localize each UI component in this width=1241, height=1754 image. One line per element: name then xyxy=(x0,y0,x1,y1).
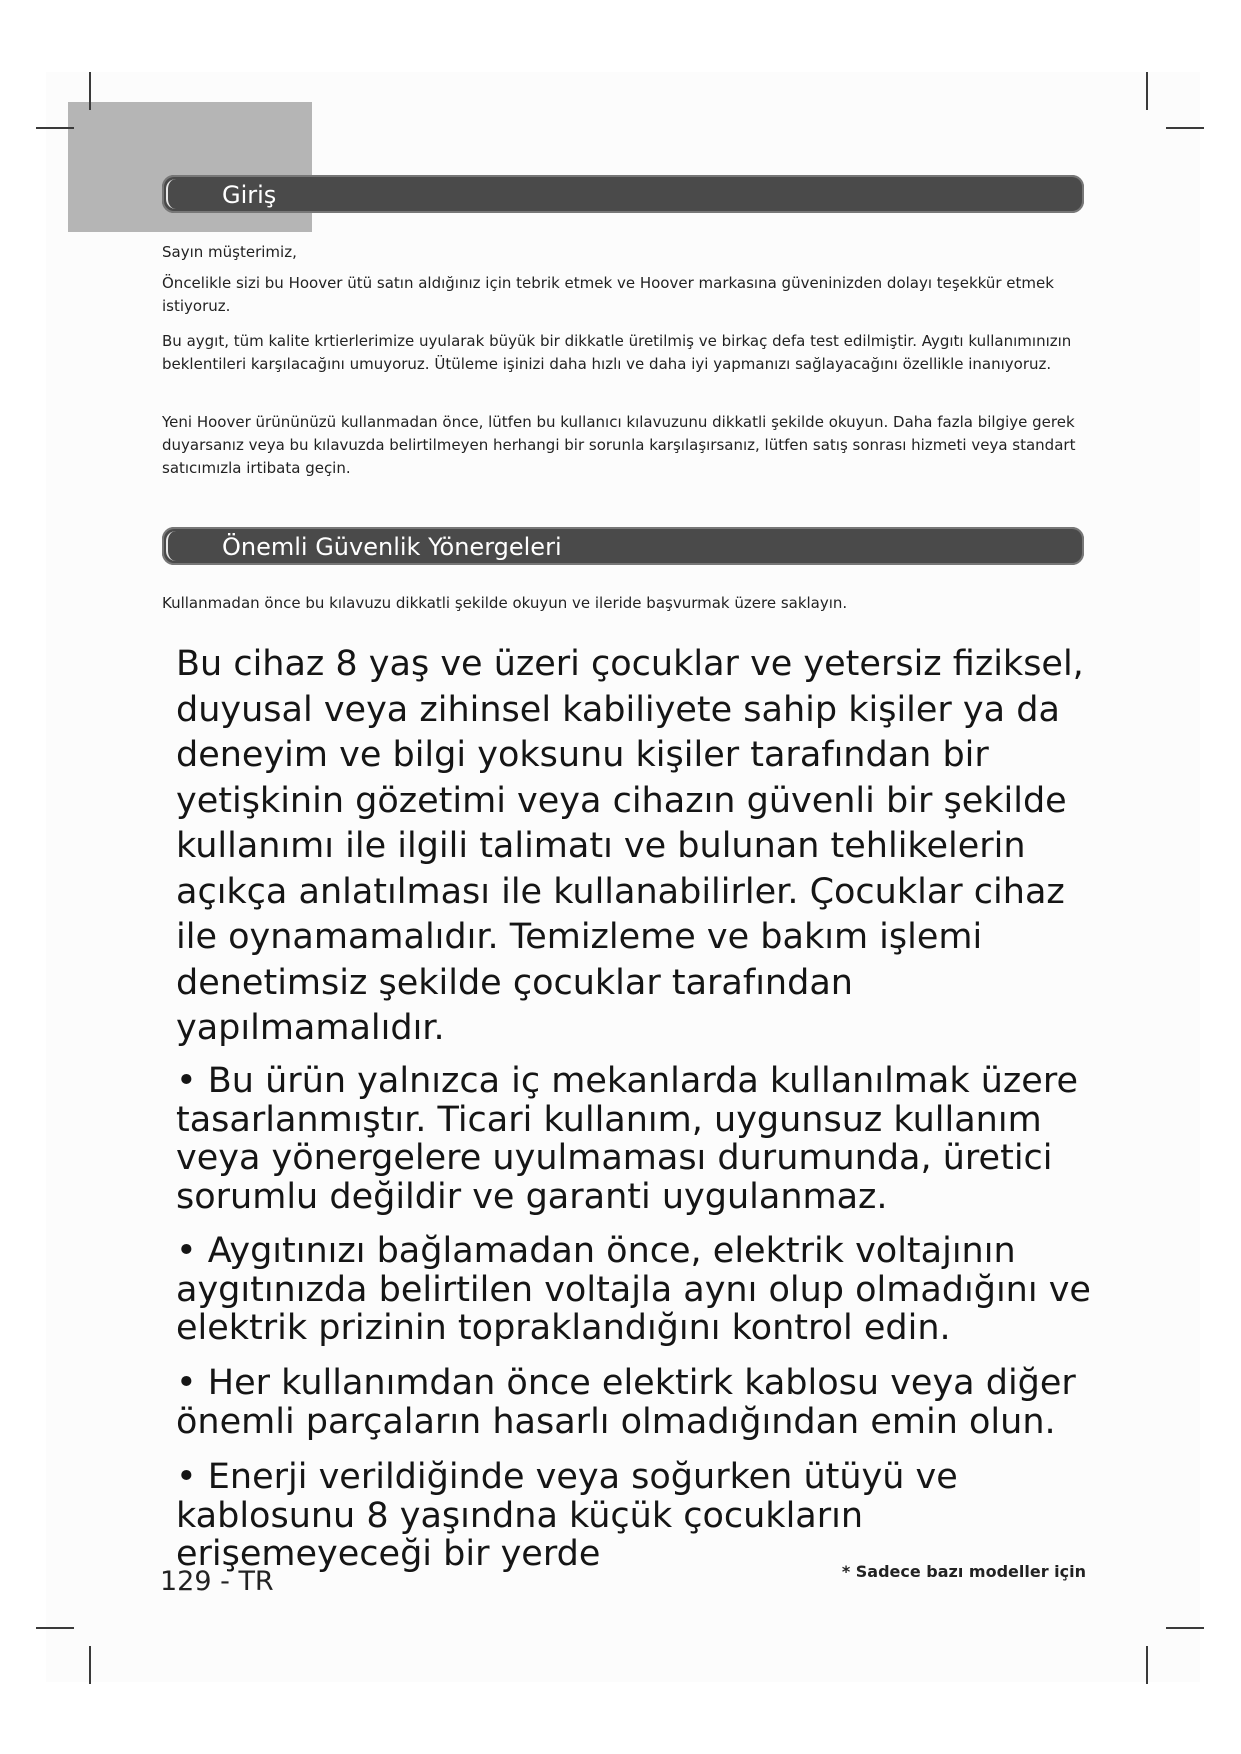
intro-paragraph-2 xyxy=(162,330,1077,376)
intro-section-title: Giriş xyxy=(222,181,277,209)
bullet-marker: • xyxy=(176,1457,197,1497)
intro-salutation xyxy=(162,241,1077,264)
header-cap-decoration xyxy=(166,179,198,209)
page-number: 129 - TR xyxy=(160,1566,274,1597)
safety-section-header xyxy=(162,527,1084,565)
crop-mark-bottom-right-v xyxy=(1146,1646,1148,1684)
crop-mark-bottom-right-h xyxy=(1166,1627,1204,1629)
bullet-item-child-reach xyxy=(176,1458,1096,1574)
bullet-item-cable-check xyxy=(176,1364,1096,1441)
footnote-models: * Sadece bazı modeller için xyxy=(841,1562,1086,1581)
crop-mark-top-left-h xyxy=(36,127,74,129)
salutation-text: Sayın müşterimiz, xyxy=(162,243,297,261)
safety-intro-text: Kullanmadan önce bu kılavuzu dikkatli şekilde okuyun ve ileride başvurmak üzere saklayın. xyxy=(162,594,848,612)
bullet-marker: • xyxy=(176,1061,197,1101)
crop-mark-top-left-v xyxy=(89,72,91,110)
safety-intro xyxy=(162,592,1077,615)
header-cap-decoration xyxy=(166,531,198,561)
bullet-text: Aygıtınızı bağlamadan önce, elektrik voltajının aygıtınızda belirtilen voltajla aynı olup olmadığını ve elektrik prizinin topraklandığını kontrol edin. xyxy=(176,1231,1091,1348)
child-safety-warning: Bu cihaz 8 yaş ve üzeri çocuklar ve yetersiz fiziksel, duyusal veya zihinsel kabiliyete sahip kişiler ya da deneyim ve bilgi yoksunu kişiler tarafından bir yetişkinin gözetimi veya cihazın güvenli bir şekilde kullanımı ile ilgili talimatı ve bulunan tehlikelerin açıkça anlatılması ile kullanabilirler. Çocuklar cihaz ile oynamamalıdır. Temizleme ve bakım işlemi denetimsiz şekilde çocuklar tarafından yapılmamalıdır. xyxy=(176,644,1084,1048)
crop-mark-top-right-h xyxy=(1166,127,1204,129)
intro-paragraph-2-text: Bu aygıt, tüm kalite krtierlerimize uyularak büyük bir dikkatle üretilmiş ve birkaç defa test edilmiştir. Aygıtı kullanımınızın beklentileri karşılacağını umuyoruz. Ütüleme işinizi daha hızlı ve daha iyi yapmanızı sağlayacağını özellikle inanıyoruz. xyxy=(162,332,1072,373)
crop-mark-top-right-v xyxy=(1146,72,1148,110)
intro-section-header xyxy=(162,175,1084,213)
bullet-text: Her kullanımdan önce elektirk kablosu veya diğer önemli parçaların hasarlı olmadığından emin olun. xyxy=(176,1363,1076,1442)
safety-section-title: Önemli Güvenlik Yönergeleri xyxy=(222,533,562,561)
bullet-marker: • xyxy=(176,1231,197,1271)
intro-paragraph-3-text: Yeni Hoover ürününüzü kullanmadan önce, lütfen bu kullanıcı kılavuzunu dikkatli şekilde okuyun. Daha fazla bilgiye gerek duyarsanız veya bu kılavuzda belirtilmeyen herhangi bir sorunla karşılaşırsanız, lütfen satış sonrası hizmeti veya standart satıcımızla irtibata geçin. xyxy=(162,413,1076,477)
intro-paragraph-3 xyxy=(162,411,1077,480)
bullet-text: Enerji verildiğinde veya soğurken ütüyü ve kablosunu 8 yaşındna küçük çocukların erişemeyeceği bir yerde xyxy=(176,1457,958,1574)
crop-mark-bottom-left-v xyxy=(89,1646,91,1684)
intro-paragraph-1-text: Öncelikle sizi bu Hoover ütü satın aldığınız için tebrik etmek ve Hoover markasına güveninizden dolayı teşekkür etmek istiyoruz. xyxy=(162,274,1054,315)
bullet-item-indoor-use xyxy=(176,1062,1096,1216)
bullet-marker: • xyxy=(176,1363,197,1403)
bullet-text: Bu ürün yalnızca iç mekanlarda kullanılmak üzere tasarlanmıştır. Ticari kullanım, uygunsuz kullanım veya yönergelere uyulmaması durumunda, üretici sorumlu değildir ve garanti uygulanmaz. xyxy=(176,1061,1078,1217)
crop-mark-bottom-left-h xyxy=(36,1627,74,1629)
bullet-item-voltage-check xyxy=(176,1232,1096,1348)
intro-paragraph-1 xyxy=(162,272,1077,318)
